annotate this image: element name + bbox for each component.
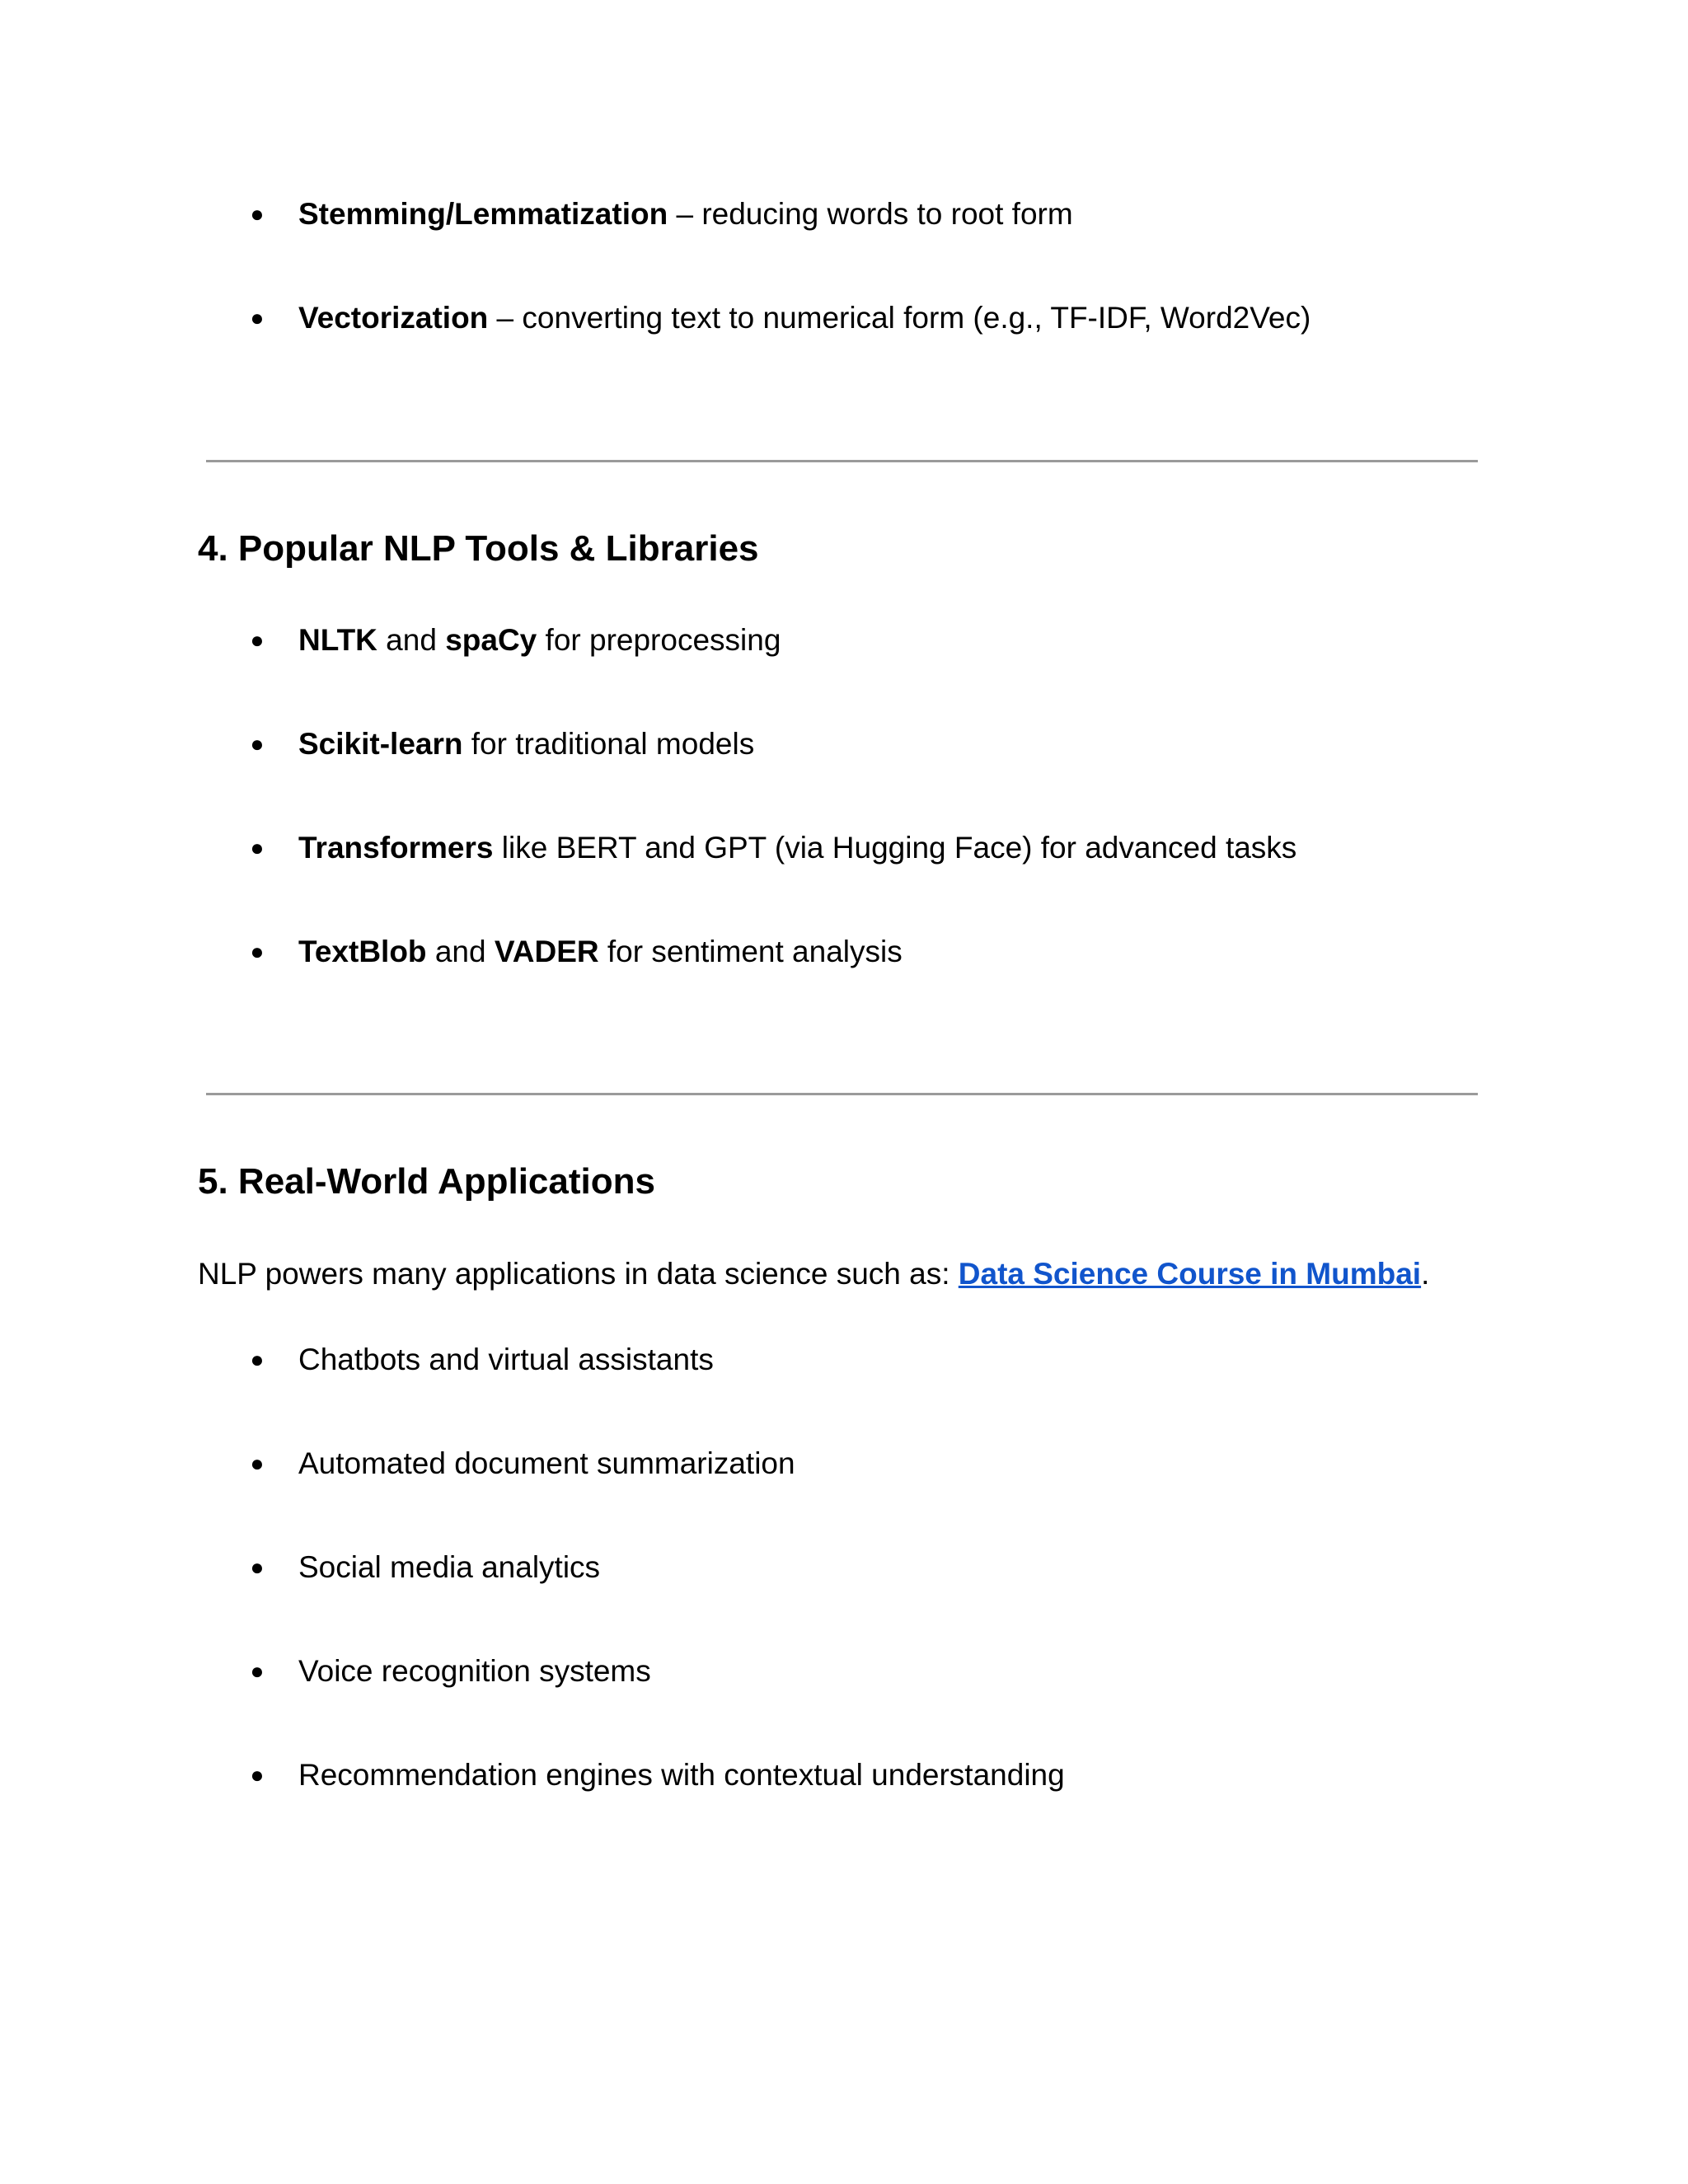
tool-spacy: spaCy	[445, 623, 537, 657]
bullet-icon: ●	[250, 731, 265, 757]
bullet-icon: ●	[250, 1554, 265, 1580]
tool-description: for preprocessing	[537, 623, 781, 657]
horizontal-divider	[206, 460, 1478, 462]
tool-description: for traditional models	[462, 727, 755, 761]
bullet-icon: ●	[250, 627, 265, 653]
tool-description: like BERT and GPT (via Hugging Face) for advanced tasks	[493, 831, 1297, 865]
tool-textblob: TextBlob	[298, 935, 427, 968]
intro-paragraph	[198, 1254, 1429, 1295]
connector-text: and	[377, 623, 446, 657]
application-text: Voice recognition systems	[298, 1654, 651, 1688]
course-link[interactable]: Data Science Course in Mumbai	[958, 1257, 1422, 1291]
bullet-icon: ●	[250, 835, 265, 860]
tool-description: for sentiment analysis	[598, 935, 903, 968]
application-text: Recommendation engines with contextual understanding	[298, 1758, 1065, 1792]
section-heading-applications: 5. Real-World Applications	[198, 1161, 655, 1202]
term-description: – reducing words to root form	[668, 197, 1073, 231]
application-text: Social media analytics	[298, 1550, 601, 1584]
list-item-text	[298, 724, 754, 765]
bullet-icon: ●	[250, 1658, 265, 1684]
bullet-icon: ●	[250, 1451, 265, 1476]
application-text: Chatbots and virtual assistants	[298, 1343, 714, 1376]
intro-period: .	[1421, 1257, 1430, 1291]
bullet-icon: ●	[250, 1762, 265, 1788]
tool-transformers: Transformers	[298, 831, 494, 865]
tool-nltk: NLTK	[298, 623, 377, 657]
term-vectorization: Vectorization	[298, 301, 489, 335]
list-item-text	[298, 931, 903, 972]
list-item-text	[298, 298, 1311, 339]
tool-scikit-learn: Scikit-learn	[298, 727, 463, 761]
horizontal-divider	[206, 1093, 1478, 1095]
bullet-icon: ●	[250, 1347, 265, 1372]
list-item-text	[298, 827, 1296, 869]
list-item-text	[298, 620, 781, 661]
section-heading-tools: 4. Popular NLP Tools & Libraries	[198, 528, 759, 569]
tool-vader: VADER	[494, 935, 599, 968]
term-stemming: Stemming/Lemmatization	[298, 197, 668, 231]
bullet-icon: ●	[250, 201, 265, 227]
bullet-icon: ●	[250, 305, 265, 330]
intro-text: NLP powers many applications in data science such as:	[198, 1257, 959, 1291]
connector-text: and	[426, 935, 495, 968]
bullet-icon: ●	[250, 939, 265, 964]
term-description: – converting text to numerical form (e.g., TF-IDF, Word2Vec)	[488, 301, 1311, 335]
application-text: Automated document summarization	[298, 1446, 795, 1480]
list-item-text	[298, 194, 1073, 235]
